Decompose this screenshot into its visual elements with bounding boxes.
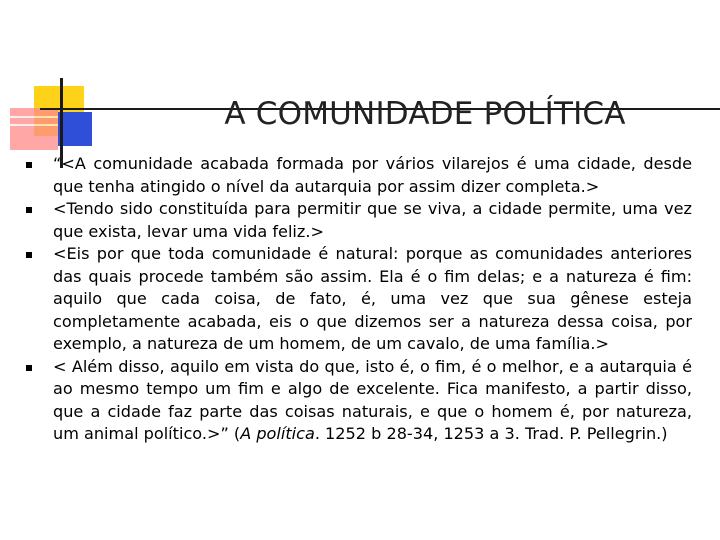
bullet-icon [26,162,32,168]
bullet-text: “<A comunidade acabada formada por vários vilarejos é uma cidade, desde que tenha atingido o nível da autarquia por assim dizer completa.> [53,154,692,196]
decorative-blue-square [58,112,92,146]
citation-title: A política [240,424,315,443]
slide-title: A COMUNIDADE POLÍTICA [224,96,626,132]
bullet-list [26,153,692,446]
bullet-icon [26,252,32,258]
bullet-icon [26,365,32,371]
list-item [26,356,692,446]
bullet-text: <Eis por que toda comunidade é natural: porque as comunidades anteriores das quais procede também são assim. Ela é o fim delas; e a natureza é fim: aquilo que cada coisa, de fato, é, uma vez que sua gênese esteja completamente acabada, eis o que dizemos ser a natureza dessa coisa, por exemplo, a natureza de um homem, de um cavalo, de uma família.> [53,244,692,353]
bullet-text [53,356,692,446]
list-item [26,243,692,356]
list-item [26,198,692,243]
list-item [26,153,692,198]
citation-reference: . 1252 b 28-34, 1253 a 3. Trad. P. Pellegrin.) [314,424,668,443]
bullet-icon [26,207,32,213]
bullet-text: <Tendo sido constituída para permitir que se viva, a cidade permite, uma vez que exista, levar uma vida feliz.> [53,199,692,241]
decorative-red-square [10,108,58,150]
quote-text: < Além disso, aquilo em vista do que, isto é, o fim, é o melhor, e a autarquia é ao mesmo tempo um fim e algo de excelente. Fica manifesto, a partir disso, que a cidade faz parte das coisas naturais, e que o homem é, por natureza, um animal político.>” ( [53,356,692,443]
